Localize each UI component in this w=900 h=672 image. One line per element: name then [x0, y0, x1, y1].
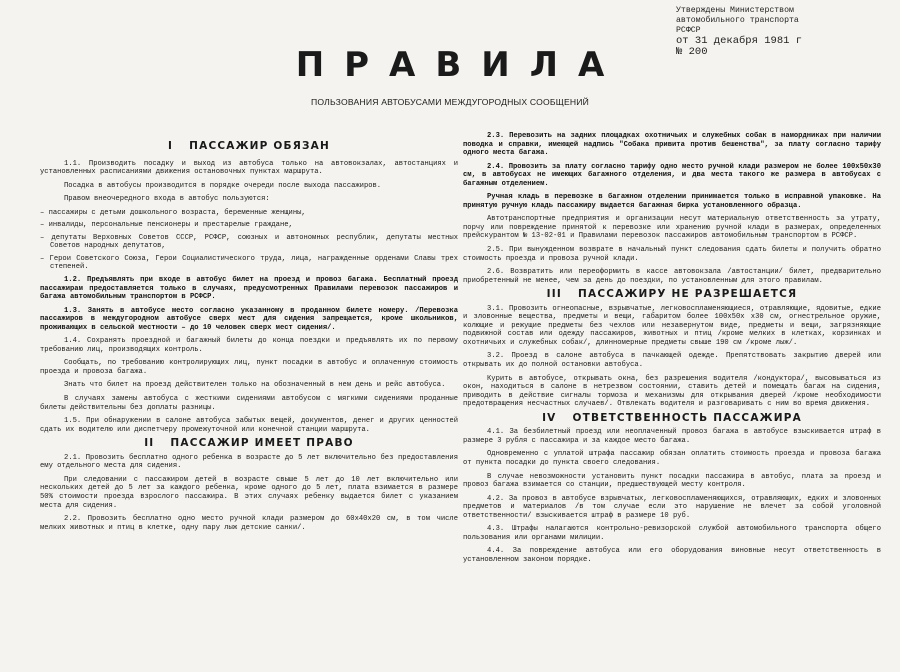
list-item: – Герои Советского Союза, Герои Социалистического труда, лица, награжденные орденами Славы трех степеней. [40, 254, 458, 272]
paragraph: 2.1. Провозить бесплатно одного ребенка в возрасте до 5 лет включительно без предоставления ему отдельного места для сидения. [40, 453, 458, 471]
paragraph: 4.2. За провоз в автобусе взрывчатых, легковоспламеняющихся, отравляющих, едких и зловонных предметов и материалов /в том случае если это нарушение не влечет за собой уголовной ответственности/ взыскивается штраф в размере 10 руб. [463, 494, 881, 520]
paragraph: 3.2. Проезд в салоне автобуса в пачкающей одежде. Препятствовать закрытию дверей или открывать их до полной остановки автобуса. [463, 352, 881, 370]
section-heading-3: III ПАССАЖИРУ НЕ РАЗРЕШАЕТСЯ [546, 288, 798, 301]
paragraph: 1.4. Сохранять проездной и багажный билеты до конца поездки и предъявлять их по первому требованию лиц, производящих контроль. [40, 337, 458, 354]
paragraph: 1.3. Занять в автобусе место согласно указанному в проданном билете номеру. /Перевозка пассажиров в междугородном автобусе сверх мест для сидения запрещается, кроме школьников, проживающих в сельской местности – до 10 человек сверх мест сидения/. [40, 306, 458, 332]
section-heading-2: II ПАССАЖИР ИМЕЕТ ПРАВО [144, 437, 354, 450]
list-item: – депутаты Верховных Советов СССР, РСФСР, союзных и автономных республик, депутаты местных Советов народных депутатов, [40, 233, 458, 251]
paragraph: 4.3. Штрафы налагаются контрольно-ревизорской службой автомобильного транспорта общего пользования или органами милиции. [463, 525, 881, 542]
page-subtitle: ПОЛЬЗОВАНИЯ АВТОБУСАМИ МЕЖДУГОРОДНЫХ СООБЩЕНИЙ [310, 97, 590, 107]
paragraph: В случаях замены автобуса с жесткими сидениями автобусом с мягкими сидениями проданные билеты действительны без доплаты разницы. [40, 395, 458, 412]
paragraph: Сообщать, по требованию контролирующих лиц, пункт посадки в автобус и оплаченную стоимость проезда и провоза багажа. [40, 359, 458, 376]
paragraph: Автотранспортные предприятия и организации несут материальную ответственность за утрату, порчу или повреждение принятой к перевозке или хранению ручной клади в размерах, определенных прейскурантом № 13-02-01 и Правилами перевозок пассажиров автомобильным транспортом в РСФСР. [463, 215, 881, 241]
paragraph: Одновременно с уплатой штрафа пассажир обязан оплатить стоимость проезда и провоза багажа от пункта посадки до пункта своего следования. [463, 450, 881, 467]
list-item: – инвалиды, персональные пенсионеры и престарелые граждане, [40, 221, 293, 230]
approval-line: автомобильного транспорта [676, 16, 799, 25]
right-column [463, 132, 881, 569]
paragraph: 4.4. За повреждение автобуса или его оборудования виновные несут ответственность в установленном законом порядке. [463, 547, 881, 564]
paragraph: 2.6. Возвратить или переоформить в кассе автовокзала /автостанции/ билет, предварительно приобретенный не менее, чем за день до поездки, по установленным для этого правилам. [463, 268, 881, 285]
approval-date: от 31 декабря 1981 г [676, 35, 803, 47]
list-item: – пассажиры с детьми дошкольного возраста, беременные женщины, [40, 208, 306, 217]
paragraph: Знать что билет на проезд действителен только на обозначенный в нем день и рейс автобуса. [64, 381, 446, 390]
paragraph: Курить в автобусе, открывать окна, без разрешения водителя /кондуктора/, высовываться из окон, находиться в салоне в нетрезвом состоянии, ставить детей и помещать багаж на сидения, приводить в действие сигналы тормоза и механизмы для открывания дверей /кроме необходимости предотвращения несчастных случаев/. Отвлекать водителя и разговаривать с ним во время движения. [463, 374, 881, 409]
left-column [40, 132, 458, 537]
paragraph: 2.3. Перевозить на задних площадках охотничьих и служебных собак в намордниках при наличии поводка и справки, имеющей надпись "Собака привита против бешенства", за плату согласно тарифу одного места багажа. [463, 132, 881, 158]
page-title: ПРАВИЛА [295, 45, 625, 85]
paragraph: 1.5. При обнаружении в салоне автобуса забытых вещей, документов, денег и других ценностей сдать их водителю или диспетчеру промежуточной или конечной станции маршрута. [40, 417, 458, 434]
paragraph: 4.1. За безбилетный проезд или неоплаченный провоз багажа в автобусе взыскивается штраф в размере 3 рубля с пассажира и за каждое место багажа. [463, 428, 881, 445]
paragraph: Правом внеочередного входа в автобус пользуются: [64, 195, 270, 204]
paragraph: При следовании с пассажиром детей в возрасте свыше 5 лет до 10 лет включительно или нескольких детей до 5 лет за каждого ребенка, кроме одного до 5 лет, плата взимается в размере 50% стоимости проезда взрослого пассажира. В этих случаях ребенку выдается билет с указанием места для сидения. [40, 475, 458, 510]
paragraph: 3.1. Провозить огнеопасные, взрывчатые, легковоспламеняющиеся, отравляющие, ядовитые, едкие и зловонные вещества, предметы и вещи, габаритом более 100х50х х30 см, огнестрельное оружие, колющие и режущие предметы без чехлов или незавернутом виде, предметы и вещи, загрязняющие подвижной состав или одежду пассажиров, животных и птиц /кроме мелких в клетках, корзинках и охотничьих и служебных собак/, длинномерные предметы свыше 190 см /кроме лыж/. [463, 304, 881, 347]
paragraph: В случае невозможности установить пункт посадки пассажира в автобус, плата за проезд и провоз багажа взимается со станции, предшествующей месту контроля. [463, 472, 881, 490]
approval-line: РСФСР [676, 26, 701, 35]
approval-line: Утверждены Министерством [676, 6, 794, 15]
paragraph: Ручная кладь в перевозке в багажном отделении принимается только в исправной упаковке. На принятую ручную кладь пассажиру выдается багажная бирка установленного образца. [463, 193, 881, 210]
paragraph: 2.4. Провозить за плату согласно тарифу одно место ручной клади размером не более 100х50х30 см, в автобусах не имеющих багажного отделения, и два места такого же размера в автобусах с багажным отделением. [463, 162, 881, 188]
paragraph: 1.2. Предъявлять при входе в автобус билет на проезд и провоз багажа. Бесплатный проезд пассажирам предоставляется только в случаях, предусмотренных Правилами перевозок пассажиров и багажа автомобильным транспортом в РСФСР. [40, 276, 458, 302]
paragraph: Посадка в автобусы производится в порядке очереди после выхода пассажиров. [64, 181, 382, 190]
paragraph: 2.2. Провозить бесплатно одно место ручной клади размером до 60х40х20 см, в том числе мелких животных и птиц в клетке, одну пару лыж детские санки/. [40, 515, 458, 532]
section-heading-1: I ПАССАЖИР ОБЯЗАН [168, 140, 330, 152]
approval-number: № 200 [676, 46, 708, 58]
section-heading-4: IV ОТВЕТСТВЕННОСТЬ ПАССАЖИРА [542, 411, 802, 424]
paragraph: 1.1. Производить посадку и выход из автобуса только на автовокзалах, автостанциях и установленных расписаниями движения остановочных пунктах маршрута. [40, 159, 458, 177]
paragraph: 2.5. При вынужденном возврате в начальный пункт следования сдать билеты и получить обратно стоимость проезда и провоза ручной клади. [463, 246, 881, 263]
